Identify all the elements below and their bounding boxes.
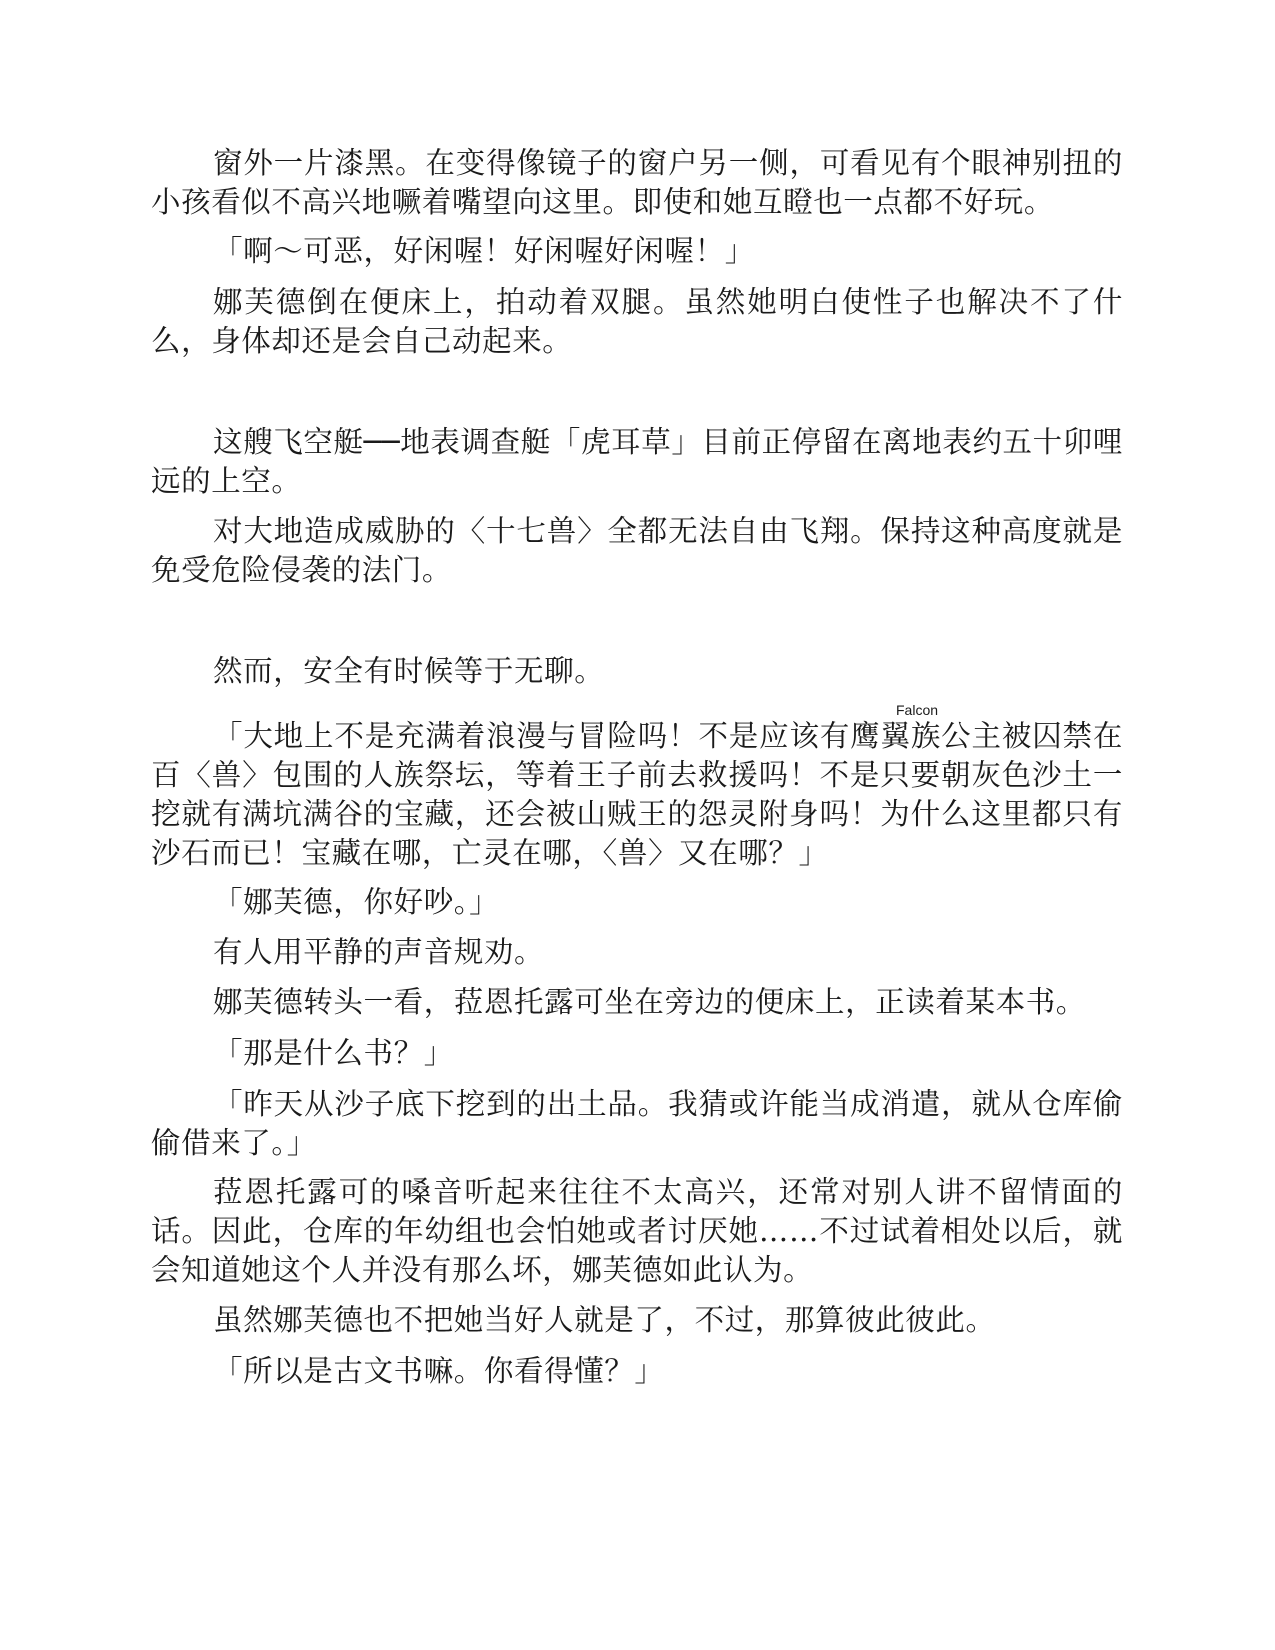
paragraph-15: 「所以是古文书嘛。你看得懂？」 xyxy=(213,1354,665,1388)
paragraph-9: 有人用平静的声音规劝。 xyxy=(213,935,545,969)
paragraph-14: 虽然娜芙德也不把她当好人就是了，不过，那算彼此彼此。 xyxy=(213,1303,996,1337)
paragraph-7: 「大地上不是充满着浪漫与冒险吗！不是应该有鹰翼族公主被囚禁在百〈兽〉包围的人族祭坛，等着王子前去救援吗！不是只要朝灰色沙土一挖就有满坑满谷的宝藏，还会被山贼王的怨灵附身吗！为什么这里都只有沙石而已！宝藏在哪，亡灵在哪，〈兽〉又在哪？」 xyxy=(151,719,1123,870)
paragraph-4: 这艘飞空艇──地表调查艇「虎耳草」目前正停留在离地表约五十卯哩远的上空。 xyxy=(151,425,1123,498)
paragraph-6: 然而，安全有时候等于无聊。 xyxy=(213,654,605,688)
paragraph-11: 「那是什么书？」 xyxy=(213,1036,454,1070)
ruby-annotation-falcon: Falcon xyxy=(896,702,939,718)
paragraph-3: 娜芙德倒在便床上，拍动着双腿。虽然她明白使性子也解决不了什么，身体却还是会自己动起来。 xyxy=(151,285,1123,358)
paragraph-5: 对大地造成威胁的〈十七兽〉全都无法自由飞翔。保持这种高度就是免受危险侵袭的法门。 xyxy=(151,514,1123,587)
paragraph-1: 窗外一片漆黑。在变得像镜子的窗户另一侧，可看见有个眼神别扭的小孩看似不高兴地噘着嘴望向这里。即使和她互瞪也一点都不好玩。 xyxy=(151,146,1123,219)
paragraph-8: 「娜芙德，你好吵。」 xyxy=(213,885,500,919)
paragraph-2: 「啊～可恶，好闲喔！好闲喔好闲喔！」 xyxy=(213,234,755,268)
paragraph-10: 娜芙德转头一看，菈恩托露可坐在旁边的便床上，正读着某本书。 xyxy=(213,985,1086,1019)
paragraph-13: 菈恩托露可的嗓音听起来往往不太高兴，还常对别人讲不留情面的话。因此，仓库的年幼组也会怕她或者讨厌她……不过试着相处以后，就会知道她这个人并没有那么坏，娜芙德如此认为。 xyxy=(151,1175,1123,1287)
paragraph-12: 「昨天从沙子底下挖到的出土品。我猜或许能当成消遣，就从仓库偷偷借来了。」 xyxy=(151,1087,1123,1160)
